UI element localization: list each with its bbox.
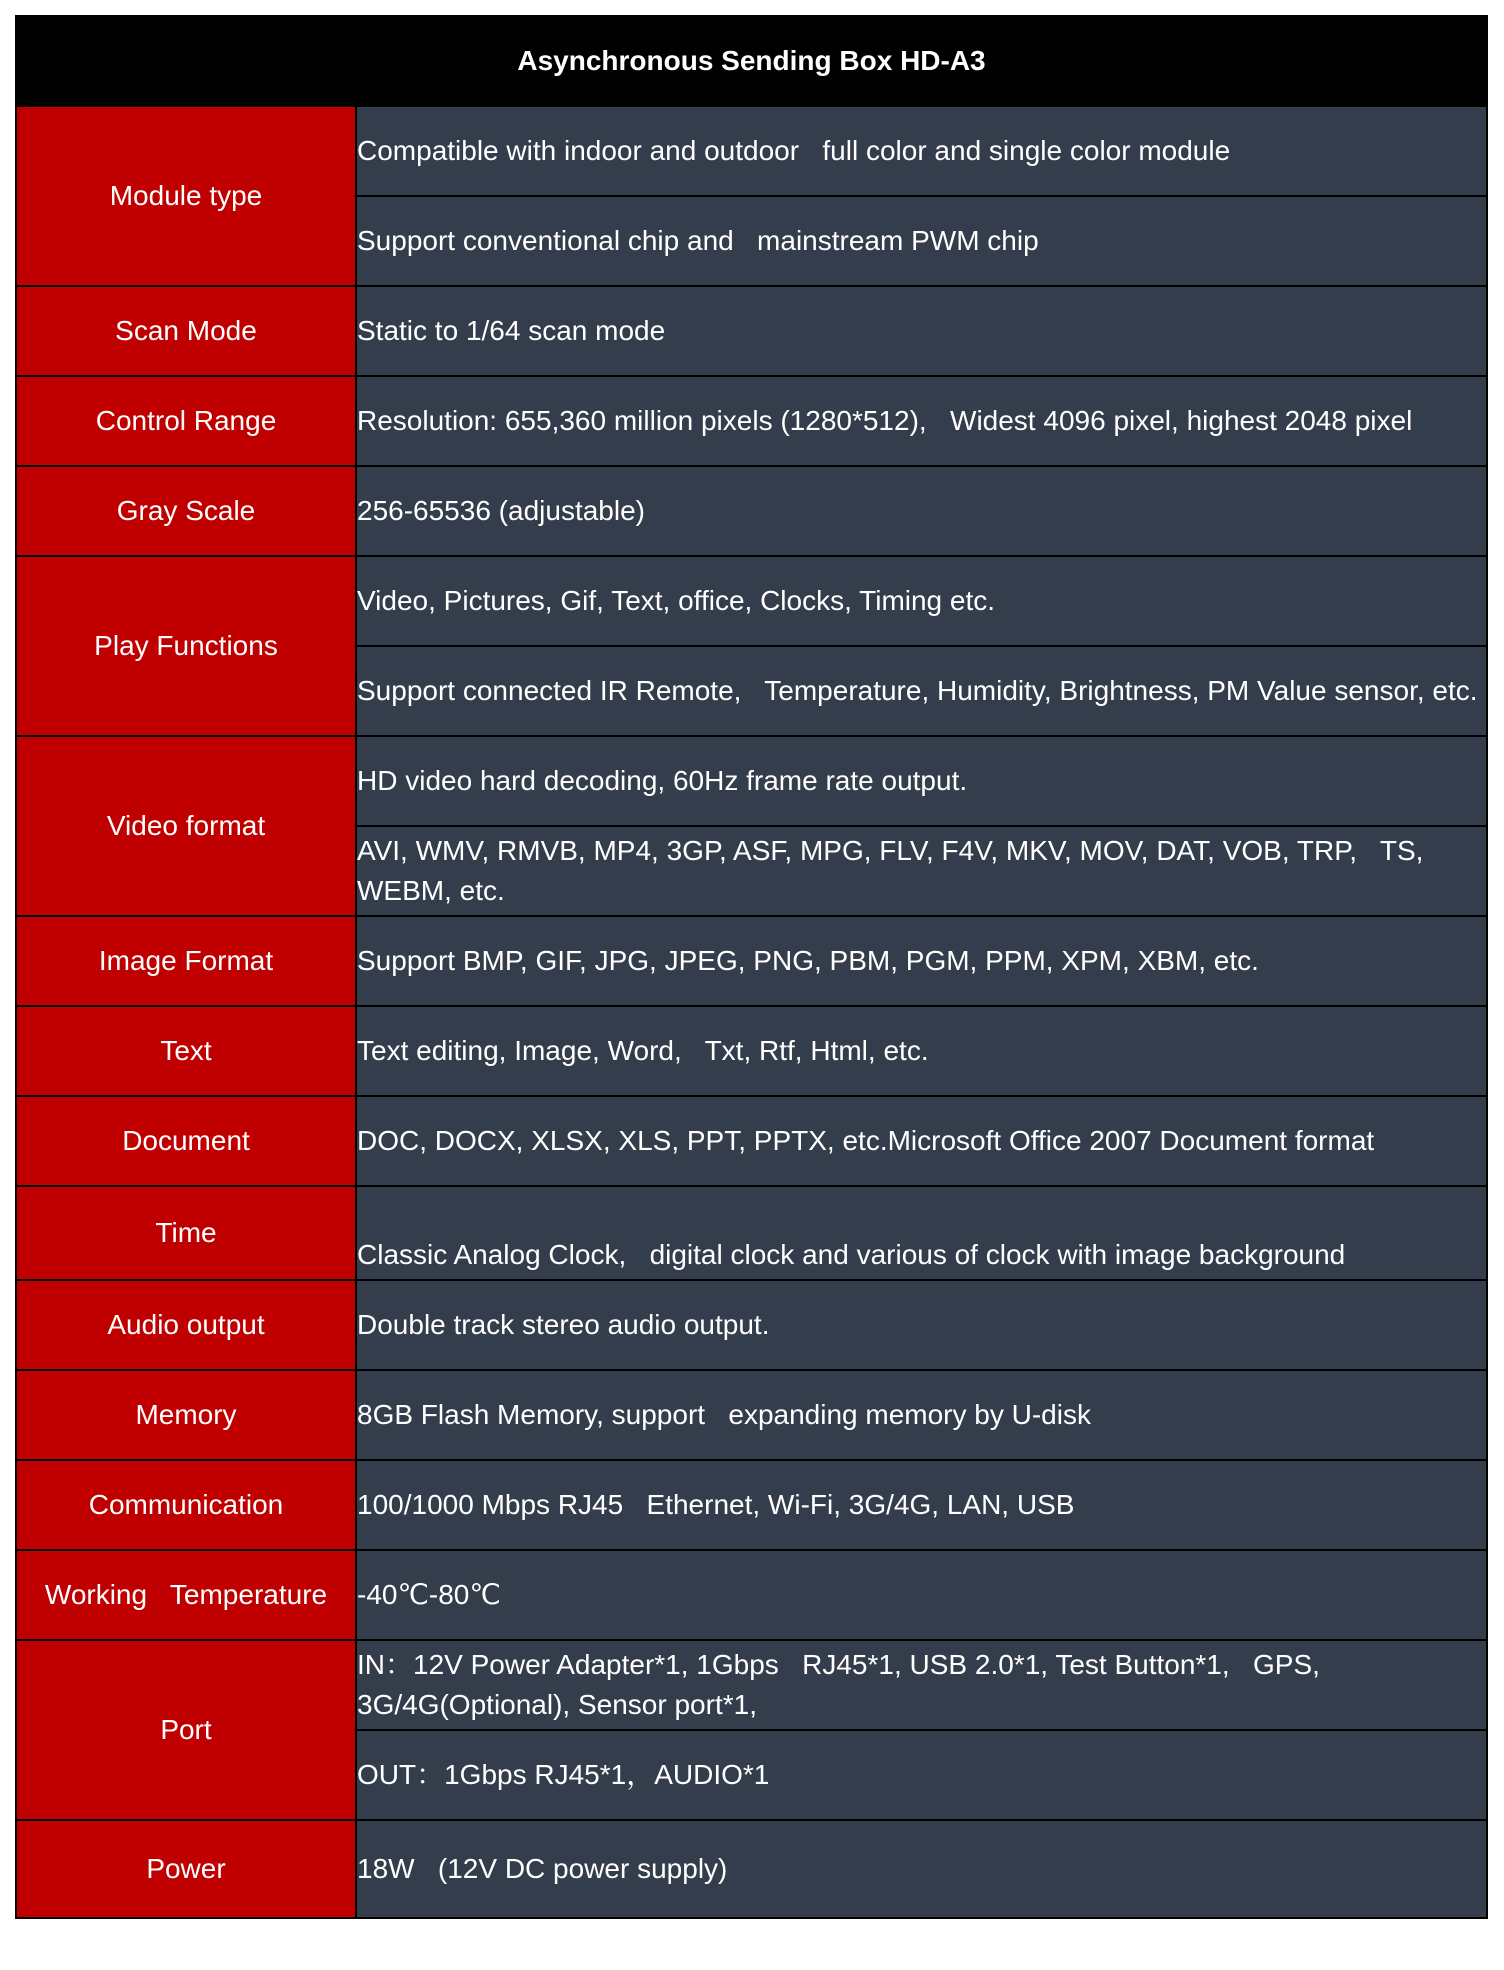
- value-text: HD video hard decoding, 60Hz frame rate output.: [357, 765, 968, 796]
- row-label-text: Image Format: [98, 945, 274, 976]
- row-label-control-range: [16, 376, 356, 466]
- row-value: [356, 916, 1487, 1006]
- row-value: [356, 1096, 1487, 1186]
- row-label-text: Memory: [135, 1399, 237, 1430]
- value-text: 100/1000 Mbps RJ45 Ethernet, Wi-Fi, 3G/4G, LAN, USB: [357, 1489, 1075, 1520]
- row-label-text: Time: [155, 1217, 217, 1248]
- value-text: Resolution: 655,360 million pixels (1280*512), Widest 4096 pixel, highest 2048 pixel: [357, 405, 1413, 436]
- table-row: [16, 1006, 1487, 1096]
- row-value: [356, 1460, 1487, 1550]
- row-label-video-format: [16, 736, 356, 916]
- row-value: [356, 106, 1487, 196]
- row-value: [356, 1006, 1487, 1096]
- value-text: AVI, WMV, RMVB, MP4, 3GP, ASF, MPG, FLV, F4V, MKV, MOV, DAT, VOB, TRP, TS, WEBM, etc.: [357, 835, 1432, 906]
- table-row: [16, 1370, 1487, 1460]
- value-text: Support BMP, GIF, JPG, JPEG, PNG, PBM, PGM, PPM, XPM, XBM, etc.: [357, 945, 1259, 976]
- row-label-text: Gray Scale: [116, 495, 256, 526]
- row-value: [356, 1370, 1487, 1460]
- table-row: [16, 1280, 1487, 1370]
- value-text: OUT：1Gbps RJ45*1，AUDIO*1: [357, 1759, 770, 1790]
- row-label-text: Scan Mode: [115, 315, 257, 346]
- row-value: [356, 1186, 1487, 1280]
- value-text: Compatible with indoor and outdoor full color and single color module: [357, 135, 1231, 166]
- row-label-text: Power: [146, 1853, 226, 1884]
- row-label-power: [16, 1820, 356, 1918]
- value-text: Classic Analog Clock, digital clock and various of clock with image background: [357, 1239, 1346, 1270]
- table-row: [16, 286, 1487, 376]
- table-row: [16, 736, 1487, 826]
- table-row: [16, 376, 1487, 466]
- row-label-text: Control Range: [95, 405, 277, 436]
- table-row: [16, 106, 1487, 196]
- value-text: 8GB Flash Memory, support expanding memory by U-disk: [357, 1399, 1091, 1430]
- value-text: IN：12V Power Adapter*1, 1Gbps RJ45*1, USB 2.0*1, Test Button*1, GPS, 3G/4G(Optional), Sensor port*1,: [357, 1649, 1328, 1720]
- row-value: [356, 1820, 1487, 1918]
- row-label-text: Document: [122, 1125, 250, 1156]
- value-text: Support connected IR Remote, Temperature, Humidity, Brightness, PM Value sensor, etc.: [357, 675, 1478, 706]
- row-label-communication: [16, 1460, 356, 1550]
- table-row: [16, 1640, 1487, 1730]
- row-label-text: Text: [160, 1035, 212, 1066]
- value-text: Text editing, Image, Word, Txt, Rtf, Html, etc.: [357, 1035, 929, 1066]
- table-row: [16, 1186, 1487, 1280]
- row-label-text: Audio output: [107, 1309, 265, 1340]
- row-label-play-functions: [16, 556, 356, 736]
- table-row: [16, 1096, 1487, 1186]
- row-value: [356, 1280, 1487, 1370]
- spec-table: [15, 15, 1488, 1919]
- value-text: Video, Pictures, Gif, Text, office, Clocks, Timing etc.: [357, 585, 996, 616]
- table-title: Asynchronous Sending Box HD-A3: [16, 16, 1487, 106]
- row-label-memory: [16, 1370, 356, 1460]
- row-label-scan-mode: [16, 286, 356, 376]
- table-row: [16, 556, 1487, 646]
- value-text: Static to 1/64 scan mode: [357, 315, 666, 346]
- value-text: DOC, DOCX, XLSX, XLS, PPT, PPTX, etc.Microsoft Office 2007 Document format: [357, 1125, 1375, 1156]
- row-label-text: Play Functions: [94, 630, 278, 661]
- row-value: [356, 736, 1487, 826]
- table-row: [16, 466, 1487, 556]
- row-label-time: [16, 1186, 356, 1280]
- table-row: [16, 1550, 1487, 1640]
- title-row: [16, 16, 1487, 106]
- row-label-text: Video format: [106, 810, 266, 841]
- row-label-text: Communication: [88, 1489, 284, 1520]
- row-label-gray-scale: [16, 466, 356, 556]
- row-value: [356, 196, 1487, 286]
- row-label-document: [16, 1096, 356, 1186]
- value-text: 18W (12V DC power supply): [357, 1853, 728, 1884]
- row-label-audio-output: [16, 1280, 356, 1370]
- row-label-module-type: [16, 106, 356, 286]
- value-text: Double track stereo audio output.: [357, 1309, 770, 1340]
- row-label-working-temperature: [16, 1550, 356, 1640]
- row-label-port: [16, 1640, 356, 1820]
- value-text: 256-65536 (adjustable): [357, 495, 645, 526]
- value-text: Support conventional chip and mainstream PWM chip: [357, 225, 1039, 256]
- row-label-image-format: [16, 916, 356, 1006]
- table-row: [16, 1460, 1487, 1550]
- row-value: [356, 556, 1487, 646]
- row-value: [356, 1550, 1487, 1640]
- row-label-text: Module type: [109, 180, 263, 211]
- row-value: [356, 826, 1487, 916]
- value-text: -40℃-80℃: [357, 1579, 501, 1610]
- row-value: [356, 466, 1487, 556]
- table-row: [16, 1820, 1487, 1918]
- row-value: [356, 286, 1487, 376]
- row-label-text: Port: [160, 1714, 212, 1745]
- row-value: [356, 646, 1487, 736]
- row-value: [356, 1640, 1487, 1730]
- row-label-text: Working Temperature: [44, 1579, 328, 1610]
- row-value: [356, 376, 1487, 466]
- row-label-text-format: [16, 1006, 356, 1096]
- row-value: [356, 1730, 1487, 1820]
- table-row: [16, 916, 1487, 1006]
